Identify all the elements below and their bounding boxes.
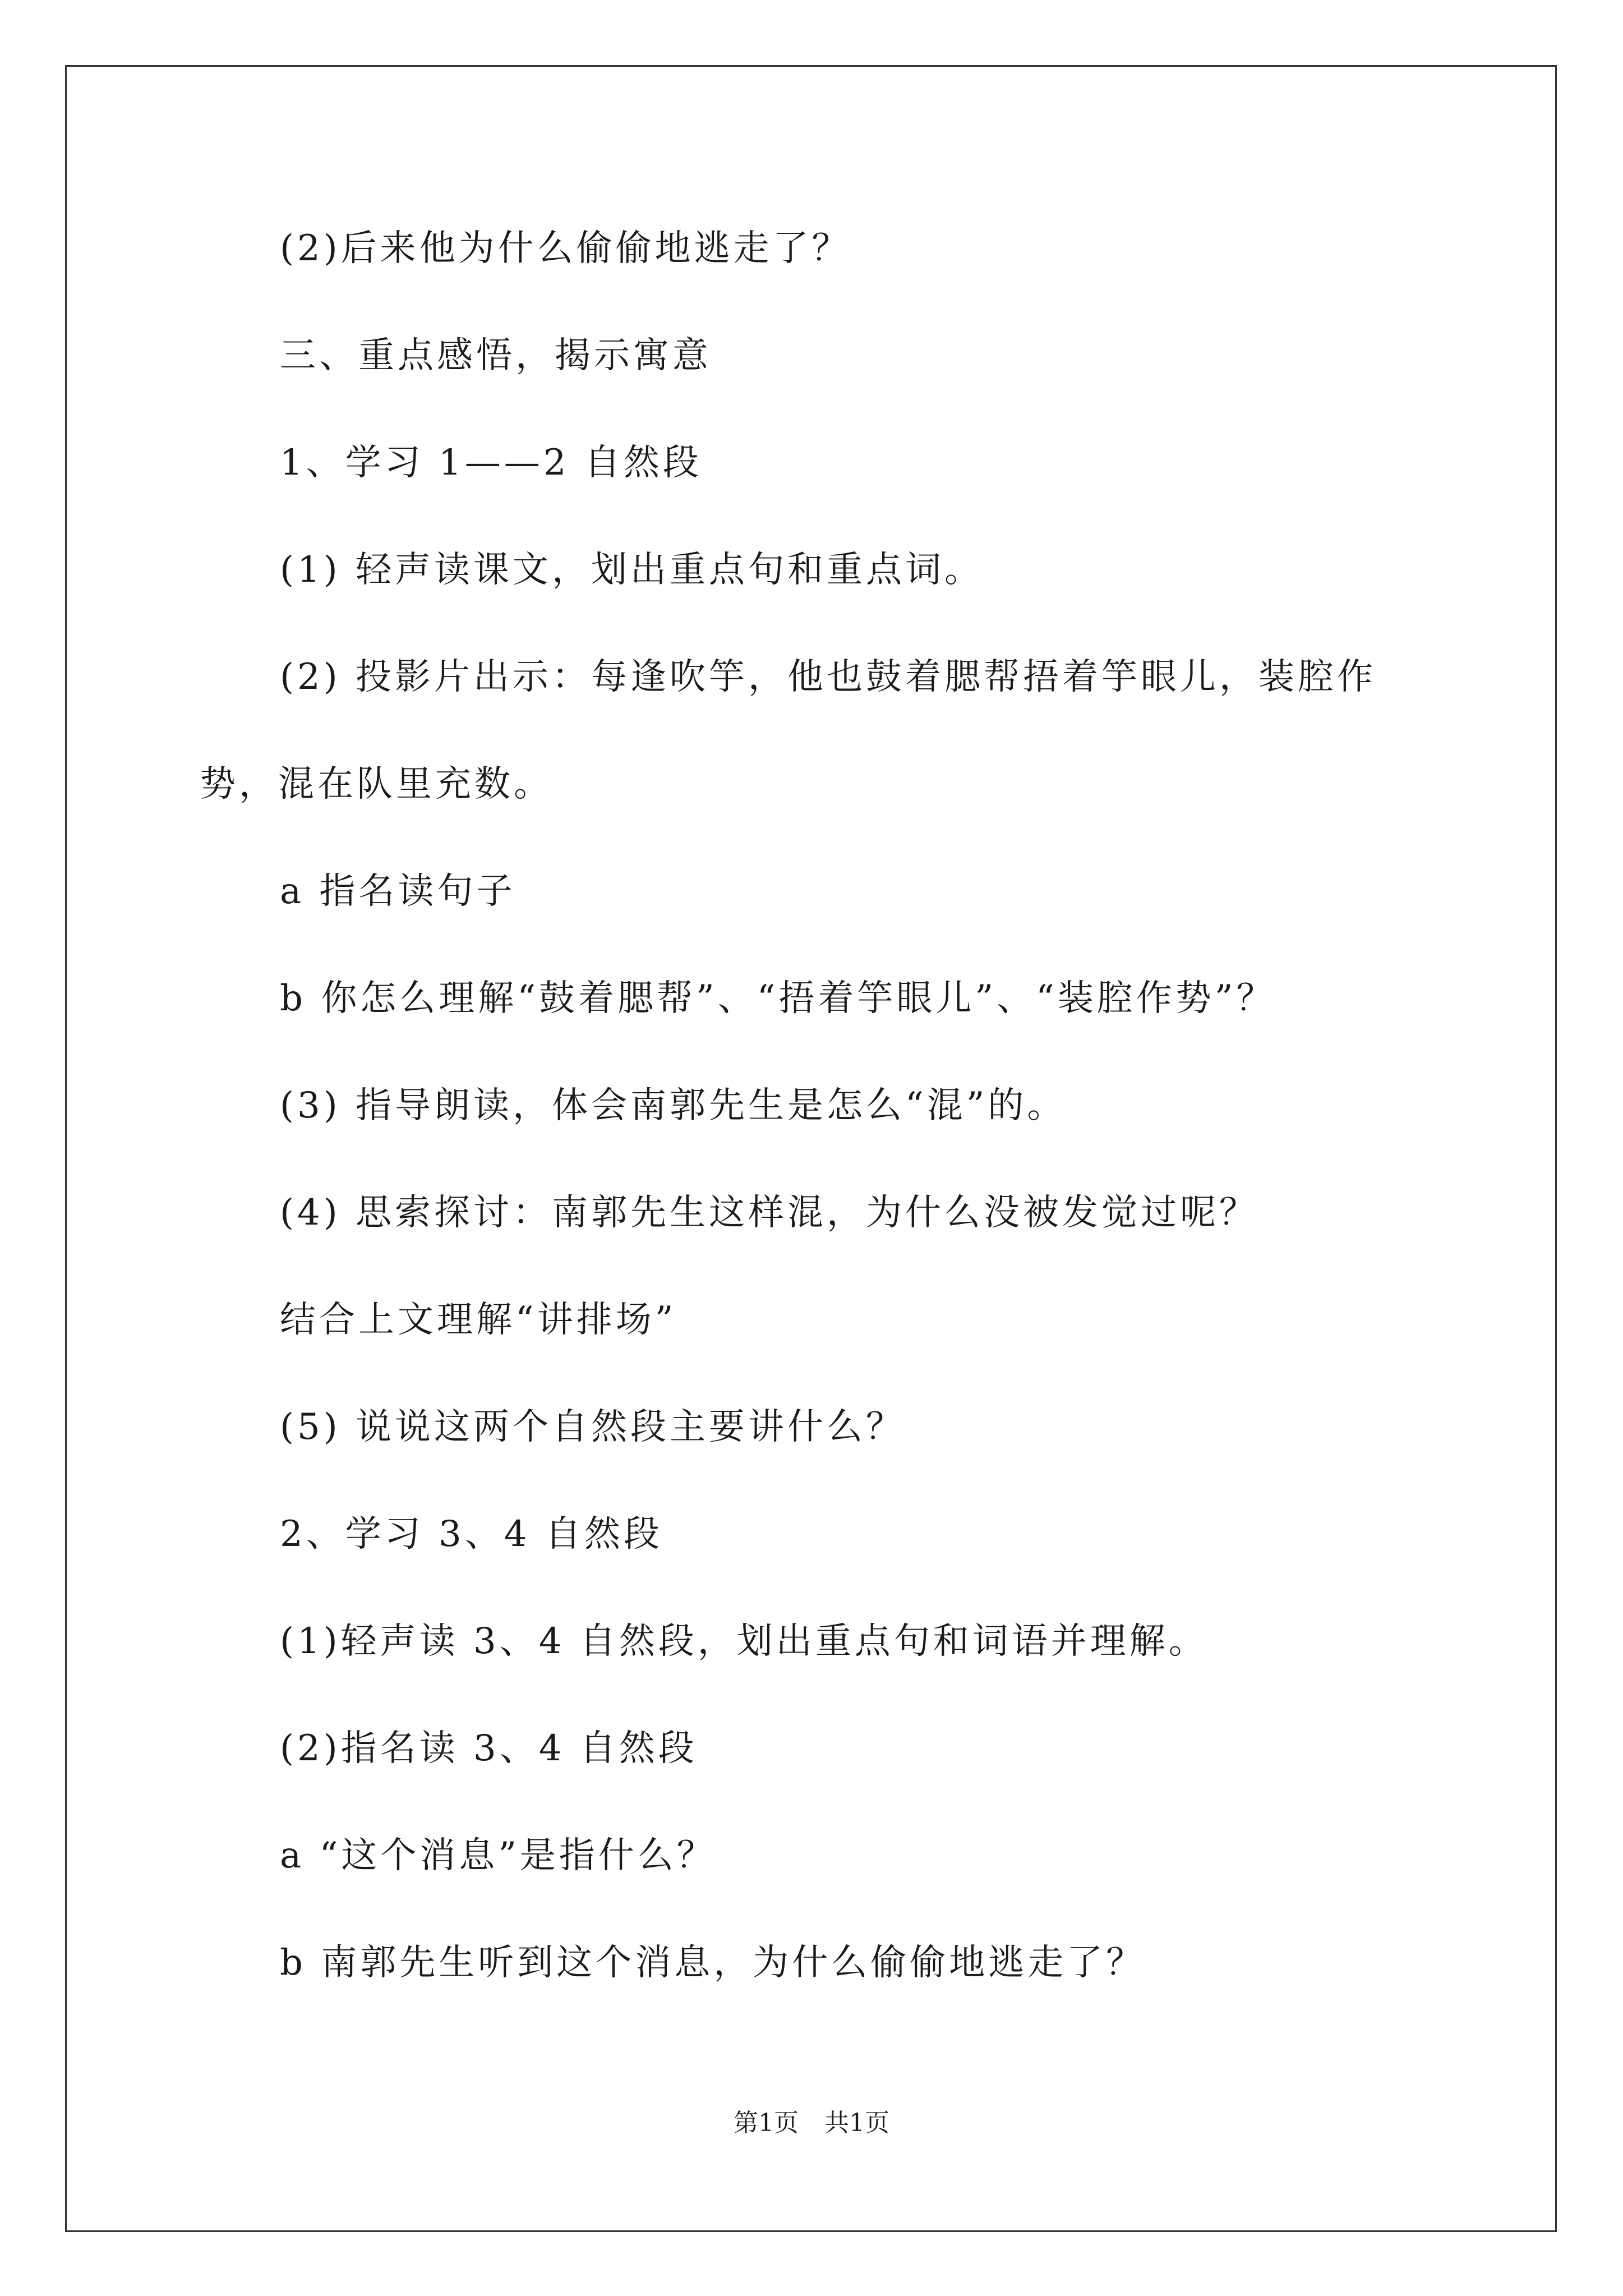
subsection-heading: 1、学习 1——2 自然段: [280, 442, 702, 484]
text-line: (2)后来他为什么偷偷地逃走了？: [280, 228, 851, 269]
section-heading: 三、重点感悟，揭示寓意: [280, 335, 712, 376]
text-line: b 你怎么理解“鼓着腮帮”、“捂着竽眼儿”、“装腔作势”？: [280, 978, 1276, 1019]
text-line: a 指名读句子: [280, 871, 516, 912]
text-line: (1) 轻声读课文，划出重点句和重点词。: [280, 549, 984, 591]
page-footer: [0, 2108, 1623, 2139]
text-line: 结合上文理解“讲排场”: [280, 1299, 677, 1341]
text-line: (5) 说说这两个自然段主要讲什么？: [280, 1406, 905, 1448]
text-line: (4) 思索探讨：南郭先生这样混，为什么没被发觉过呢？: [280, 1192, 1258, 1234]
page-number: 第1页: [734, 2109, 799, 2137]
text-line: (1)轻声读 3、4 自然段，划出重点句和词语并理解。: [280, 1621, 1208, 1662]
text-line: 势，混在队里充数。: [200, 763, 553, 805]
text-line: (2) 投影片出示：每逢吹竽，他也鼓着腮帮捂着竽眼儿，装腔作: [280, 656, 1376, 698]
text-line: a “这个消息”是指什么？: [280, 1835, 716, 1876]
text-line: b 南郭先生听到这个消息，为什么偷偷地逃走了？: [280, 1942, 1146, 1984]
text-line: (3) 指导朗读，体会南郭先生是怎么“混”的。: [280, 1085, 1067, 1126]
subsection-heading: 2、学习 3、4 自然段: [280, 1513, 663, 1555]
text-line: (2)指名读 3、4 自然段: [280, 1728, 698, 1769]
page-total: 共1页: [824, 2109, 889, 2137]
